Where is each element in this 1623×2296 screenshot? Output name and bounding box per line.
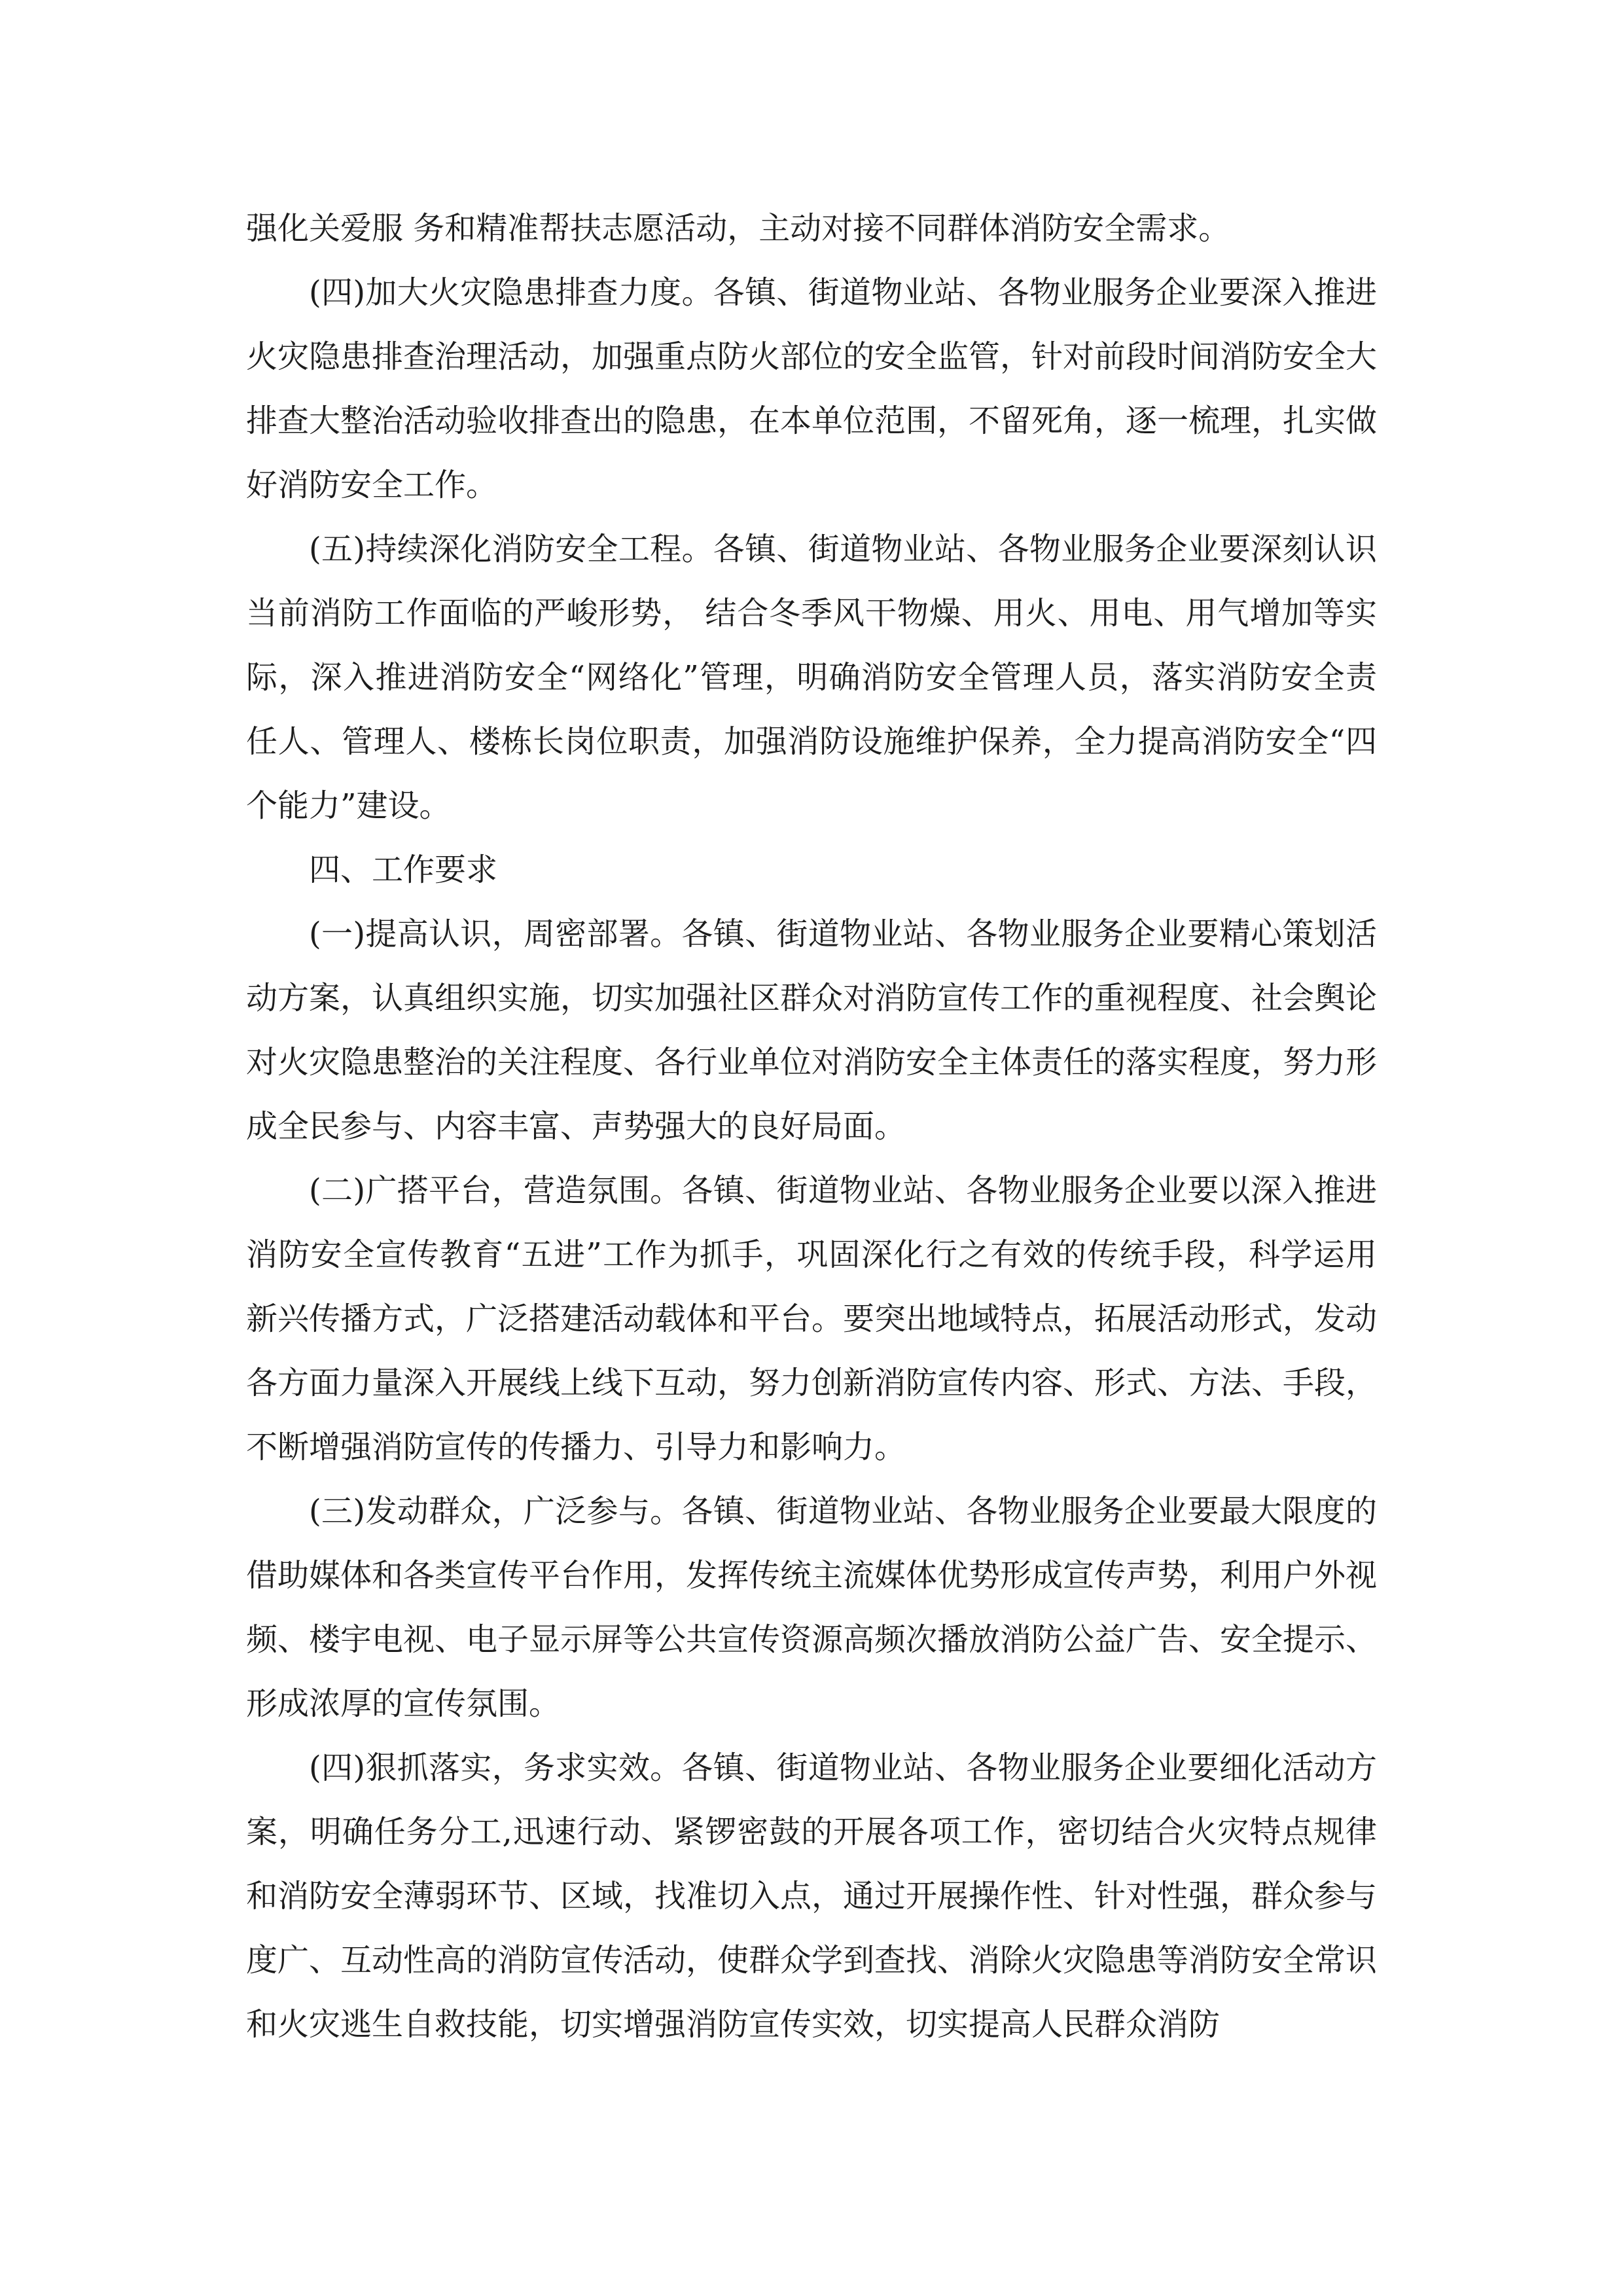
paragraph-requirement-4: (四)狠抓落实，务求实效。各镇、街道物业站、各物业服务企业要细化活动方案，明确任务分工,迅速行动、紧锣密鼓的开展各项工作，密切结合火灾特点规律和消防安全薄弱环节、区域，找准切入点，通过开展操作性、针对性强，群众参与度广、互动性高的消防宣传活动，使群众学到查找、消除火灾隐患等消防安全常识和火灾逃生自救技能，切实增强消防宣传实效，切实提高人民群众消防 (246, 1749, 1378, 2043)
paragraph-item-4-hazard-inspection: (四)加大火灾隐患排查力度。各镇、街道物业站、各物业服务企业要深入推进火灾隐患排查治理活动，加强重点防火部位的安全监管，针对前段时间消防安全大排查大整治活动验收排查出的隐患，在本单位范围，不留死角，逐一梳理，扎实做好消防安全工作。 (246, 274, 1378, 503)
section-heading-work-requirements: 四、工作要求 (309, 852, 498, 888)
paragraph-requirement-2: (二)广搭平台，营造氛围。各镇、街道物业站、各物业服务企业要以深入推进消防安全宣传教育“五进”工作为抓手，巩固深化行之有效的传统手段，科学运用新兴传播方式，广泛搭建活动载体和平台。要突出地域特点，拓展活动形式，发动各方面力量深入开展线上线下互动，努力创新消防宣传内容、形式、方法、手段，不断增强消防宣传的传播力、引导力和影响力。 (246, 1172, 1378, 1465)
paragraph-requirement-3: (三)发动群众，广泛参与。各镇、街道物业站、各物业服务企业要最大限度的借助媒体和各类宣传平台作用，发挥传统主流媒体优势形成宣传声势，利用户外视频、楼宇电视、电子显示屏等公共宣传资源高频次播放消防公益广告、安全提示、形成浓厚的宣传氛围。 (246, 1493, 1378, 1722)
paragraph-item-5-safety-project: (五)持续深化消防安全工程。各镇、街道物业站、各物业服务企业要深刻认识当前消防工作面临的严峻形势， 结合冬季风干物燥、用火、用电、用气增加等实际，深入推进消防安全“网络化”管理，明确消防安全管理人员，落实消防安全责任人、管理人、楼栋长岗位职责，加强消防设施维护保养，全力提高消防安全“四个能力”建设。 (246, 531, 1377, 824)
document-body (246, 196, 1377, 2056)
paragraph-requirement-1: (一)提高认识，周密部署。各镇、街道物业站、各物业服务企业要精心策划活动方案，认真组织实施，切实加强社区群众对消防宣传工作的重视程度、社会舆论对火灾隐患整治的关注程度、各行业单位对消防安全主体责任的落实程度，努力形成全民参与、内容丰富、声势强大的良好局面。 (246, 916, 1378, 1145)
paragraph-continuation: 强化关爱服 务和精准帮扶志愿活动，主动对接不同群体消防安全需求。 (246, 210, 1230, 247)
